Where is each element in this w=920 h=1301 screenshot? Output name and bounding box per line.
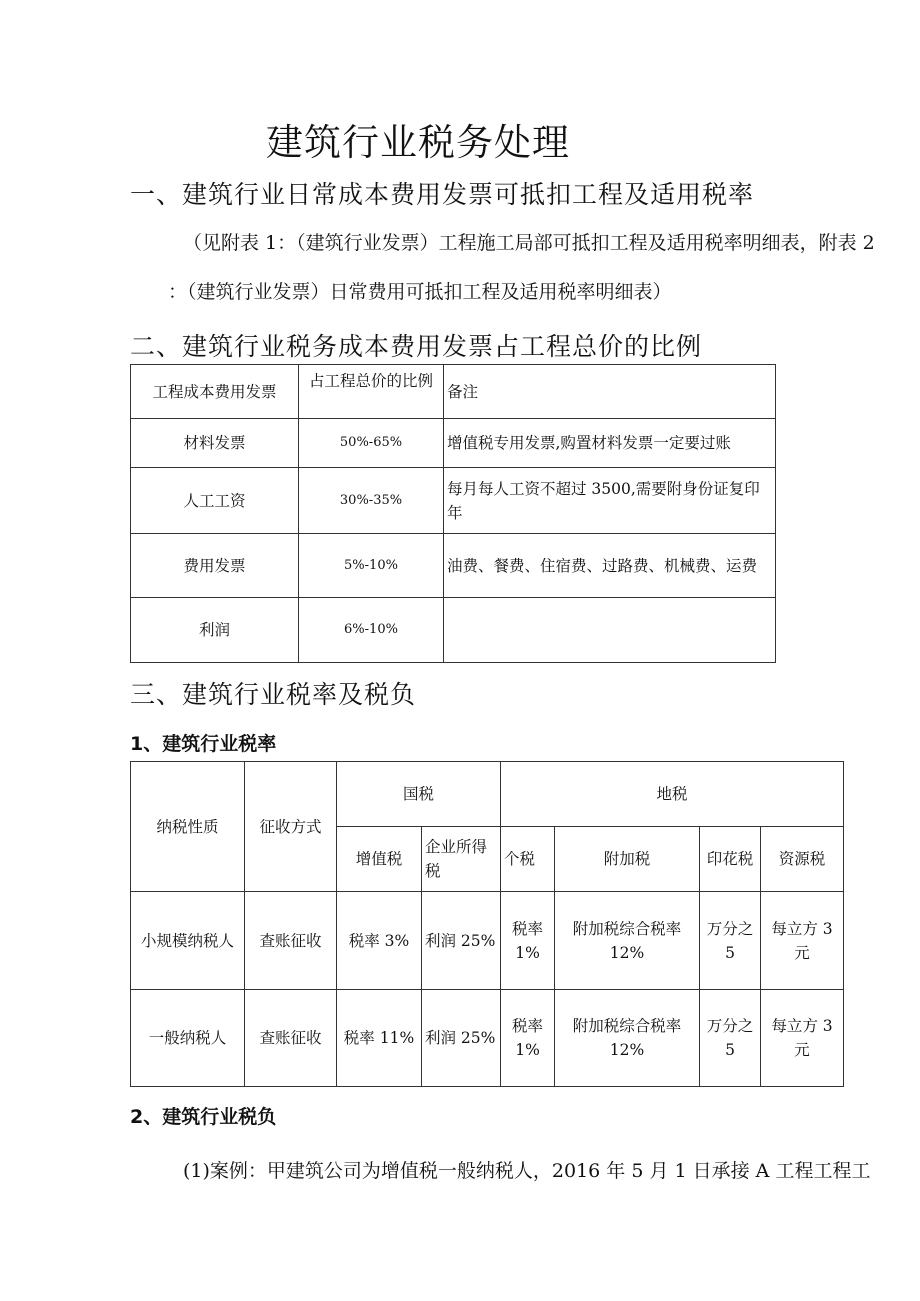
table-header-row	[131, 365, 776, 419]
table-row	[131, 419, 776, 468]
cost-ratio: 5%-10%	[299, 534, 444, 598]
header-stamp-tax: 印花税	[700, 827, 761, 892]
vat-rate: 税率 11%	[337, 990, 422, 1087]
section1-note-line1: （见附表 1：（建筑行业发票）工程施工局部可抵扣工程及适用税率明细表，附表 2	[183, 232, 875, 254]
header-personal-tax: 个税	[501, 827, 555, 892]
cost-note: 每月每人工资不超过 3500,需要附身份证复印年	[444, 468, 776, 534]
header-local-tax: 地税	[501, 762, 844, 827]
personal-tax-rate: 税率 1%	[501, 990, 555, 1087]
section2-heading: 二、建筑行业税务成本费用发票占工程总价的比例	[130, 332, 703, 361]
collection-method: 查账征收	[245, 892, 337, 990]
tax-rate-heading: 1、建筑行业税率	[130, 733, 277, 755]
tax-rate-table	[130, 761, 844, 1087]
vat-rate: 税率 3%	[337, 892, 422, 990]
cost-item: 材料发票	[131, 419, 299, 468]
header-note: 备注	[444, 365, 776, 419]
case-paragraph: (1)案例：甲建筑公司为增值税一般纳税人，2016 年 5 月 1 日承接 A 工程工程工	[183, 1160, 871, 1182]
cost-item: 人工工资	[131, 468, 299, 534]
table-header-row	[131, 762, 844, 827]
cost-item: 利润	[131, 598, 299, 663]
header-taxpayer-type: 纳税性质	[131, 762, 245, 892]
header-national-tax: 国税	[337, 762, 501, 827]
cost-note: 增值税专用发票,购置材料发票一定要过账	[444, 419, 776, 468]
cost-item: 费用发票	[131, 534, 299, 598]
cost-ratio-table	[130, 364, 776, 663]
cost-ratio: 30%-35%	[299, 468, 444, 534]
personal-tax-rate: 税率 1%	[501, 892, 555, 990]
tax-burden-heading: 2、建筑行业税负	[130, 1106, 277, 1128]
taxpayer-type: 小规模纳税人	[131, 892, 245, 990]
surcharge-rate: 附加税综合税率 12%	[555, 892, 700, 990]
header-vat: 增值税	[337, 827, 422, 892]
table-row	[131, 534, 776, 598]
section1-heading: 一、建筑行业日常成本费用发票可抵扣工程及适用税率	[130, 180, 755, 209]
stamp-tax-rate: 万分之 5	[700, 990, 761, 1087]
resource-tax-rate: 每立方 3 元	[761, 892, 844, 990]
collection-method: 查账征收	[245, 990, 337, 1087]
header-ratio: 占工程总价的比例	[299, 365, 444, 419]
resource-tax-rate: 每立方 3 元	[761, 990, 844, 1087]
cost-ratio: 50%-65%	[299, 419, 444, 468]
header-surcharge: 附加税	[555, 827, 700, 892]
surcharge-rate: 附加税综合税率 12%	[555, 990, 700, 1087]
section3-heading: 三、建筑行业税率及税负	[130, 680, 417, 709]
cost-note	[444, 598, 776, 663]
table-row	[131, 990, 844, 1087]
table-row	[131, 468, 776, 534]
table-row	[131, 598, 776, 663]
cost-ratio: 6%-10%	[299, 598, 444, 663]
header-resource-tax: 资源税	[761, 827, 844, 892]
cost-note: 油费、餐费、住宿费、过路费、机械费、运费	[444, 534, 776, 598]
income-tax-rate: 利润 25%	[422, 990, 501, 1087]
stamp-tax-rate: 万分之 5	[700, 892, 761, 990]
page-title: 建筑行业税务处理	[266, 121, 570, 164]
section1-note-line2: ：（建筑行业发票）日常费用可抵扣工程及适用税率明细表）	[168, 281, 672, 303]
income-tax-rate: 利润 25%	[422, 892, 501, 990]
taxpayer-type: 一般纳税人	[131, 990, 245, 1087]
header-collection-method: 征收方式	[245, 762, 337, 892]
table-row	[131, 892, 844, 990]
header-income-tax: 企业所得税	[422, 827, 501, 892]
header-cost-invoice: 工程成本费用发票	[131, 365, 299, 419]
